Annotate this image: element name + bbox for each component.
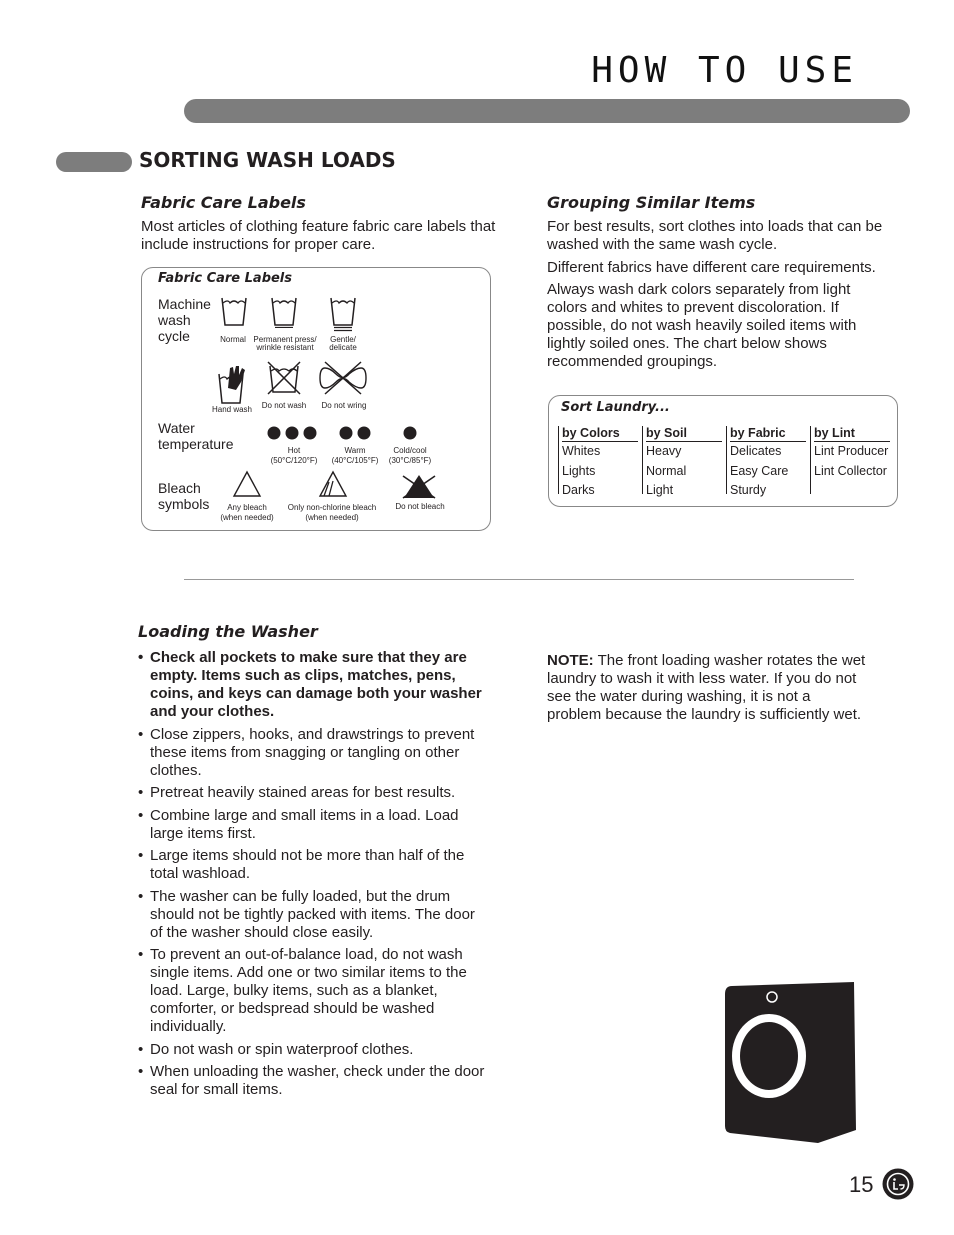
- sort-column-item: Lights: [562, 463, 596, 478]
- section-pill: [56, 152, 132, 172]
- sort-column-item: Easy Care: [730, 463, 789, 478]
- cold-water-icon: [402, 425, 418, 441]
- fabric-care-heading: Fabric Care Labels: [141, 193, 306, 212]
- do-not-wring-icon: [316, 360, 370, 396]
- list-item: • When unloading the washer, check under the door seal for small items.: [137, 1063, 487, 1099]
- any-bleach-caption: Any bleach (when needed): [220, 503, 274, 522]
- do-not-wash-icon: [266, 360, 302, 396]
- non-chlorine-bleach-icon: [318, 470, 348, 498]
- sort-column-header: by Fabric: [730, 426, 806, 442]
- sort-column-header: by Lint: [814, 426, 890, 442]
- section-divider: [184, 579, 854, 580]
- grouping-paragraph-3: Always wash dark colors separately from light colors and whites to prevent discoloration. If possible, do not wash heavily soiled items with lightly soiled ones. The chart below shows recommended groupings.: [547, 281, 857, 370]
- note-text: The front loading washer rotates the wet laundry to wash it with less water. If you do not see the water during washing, it is not a problem because the laundry is sufficiently wet.: [547, 652, 866, 723]
- non-chlorine-bleach-caption: Only non-chlorine bleach (when needed): [287, 503, 377, 522]
- sort-column-item: Whites: [562, 444, 601, 458]
- note-paragraph: [547, 652, 867, 724]
- loading-heading: Loading the Washer: [138, 622, 318, 641]
- do-not-wash-caption: Do not wash: [261, 401, 307, 410]
- sort-column-item: Lint Collector: [814, 463, 887, 478]
- hand-wash-caption: Hand wash: [211, 405, 253, 414]
- hot-caption: Hot (50°C/120°F): [270, 446, 318, 465]
- sort-column-item: Normal: [646, 463, 687, 478]
- cold-caption: Cold/cool (30°C/85°F): [388, 446, 432, 465]
- fabric-care-box-title: Fabric Care Labels: [158, 271, 293, 286]
- wash-normal-icon: [220, 294, 248, 328]
- permanent-press-caption: Permanent press/ wrinkle resistant: [253, 335, 317, 352]
- sort-column-item: Darks: [562, 483, 595, 497]
- wash-permanent-press-icon: [270, 294, 298, 328]
- normal-caption: Normal: [220, 335, 246, 344]
- any-bleach-icon: [232, 470, 262, 498]
- washer-icon: [724, 980, 858, 1145]
- wash-gentle-icon: [329, 294, 357, 332]
- list-item: • Close zippers, hooks, and drawstrings to prevent these items from snagging or tangling on other clothes.: [137, 726, 487, 780]
- water-temperature-label: Water temperature: [158, 420, 234, 452]
- bleach-symbols-label: Bleach symbols: [158, 480, 210, 512]
- sort-column-item: Delicates: [730, 444, 782, 458]
- header-bar: [184, 99, 910, 123]
- sort-laundry-title: Sort Laundry...: [561, 400, 670, 415]
- list-item: • Pretreat heavily stained areas for best results.: [137, 784, 487, 802]
- fabric-care-box: [141, 267, 491, 531]
- sort-column-item: Heavy: [646, 444, 682, 458]
- sort-column-soil: [642, 426, 722, 497]
- hot-water-icon: [266, 425, 322, 441]
- fabric-care-intro: Most articles of clothing feature fabric care labels that include instructions for proper care.: [141, 218, 496, 253]
- sort-column-item: Lint Producer: [814, 444, 889, 458]
- grouping-paragraph-1: For best results, sort clothes into loads that can be washed with the same wash cycle.: [547, 218, 883, 253]
- warm-water-icon: [338, 425, 372, 441]
- grouping-heading: Grouping Similar Items: [547, 193, 756, 212]
- sort-column-item: Light: [646, 483, 674, 497]
- list-item: • Check all pockets to make sure that they are empty. Items such as clips, matches, pens, coins, and keys can damage both your washer and your clothes.: [137, 649, 487, 721]
- hand-wash-icon: [216, 362, 248, 406]
- sort-column-header: by Soil: [646, 426, 722, 442]
- warm-caption: Warm (40°C/105°F): [331, 446, 379, 465]
- page-number: 15: [849, 1172, 874, 1197]
- chapter-title: HOW TO USE: [591, 50, 858, 91]
- do-not-bleach-caption: Do not bleach: [395, 502, 445, 511]
- note-label: NOTE:: [547, 652, 594, 669]
- list-item: • Large items should not be more than half of the total washload.: [137, 847, 487, 883]
- section-title: SORTING WASH LOADS: [139, 148, 396, 172]
- sort-column-colors: [558, 426, 638, 497]
- do-not-bleach-icon: [400, 472, 438, 500]
- loading-list: [137, 649, 487, 1104]
- sort-column-item: Sturdy: [730, 483, 767, 497]
- sort-laundry-box: [548, 395, 898, 507]
- sort-column-header: by Colors: [562, 426, 638, 442]
- machine-wash-label: Machine wash cycle: [158, 296, 211, 344]
- gentle-caption: Gentle/ delicate: [329, 335, 357, 352]
- do-not-wring-caption: Do not wring: [321, 401, 367, 410]
- list-item: • Combine large and small items in a load. Load large items first.: [137, 807, 487, 843]
- sort-column-fabric: [726, 426, 806, 497]
- list-item: • To prevent an out-of-balance load, do not wash single items. Add one or two similar items to the load. Large, bulky items, such as a blanket, comforter, or bedspread should be washed individually.: [137, 946, 487, 1036]
- grouping-paragraph-2: Different fabrics have different care requirements.: [547, 259, 876, 276]
- list-item: • Do not wash or spin waterproof clothes.: [137, 1041, 487, 1059]
- lg-logo-icon: [882, 1168, 914, 1200]
- sort-column-lint: [810, 426, 890, 494]
- list-item: • The washer can be fully loaded, but the drum should not be tightly packed with items. The door of the washer should close easily.: [137, 888, 487, 942]
